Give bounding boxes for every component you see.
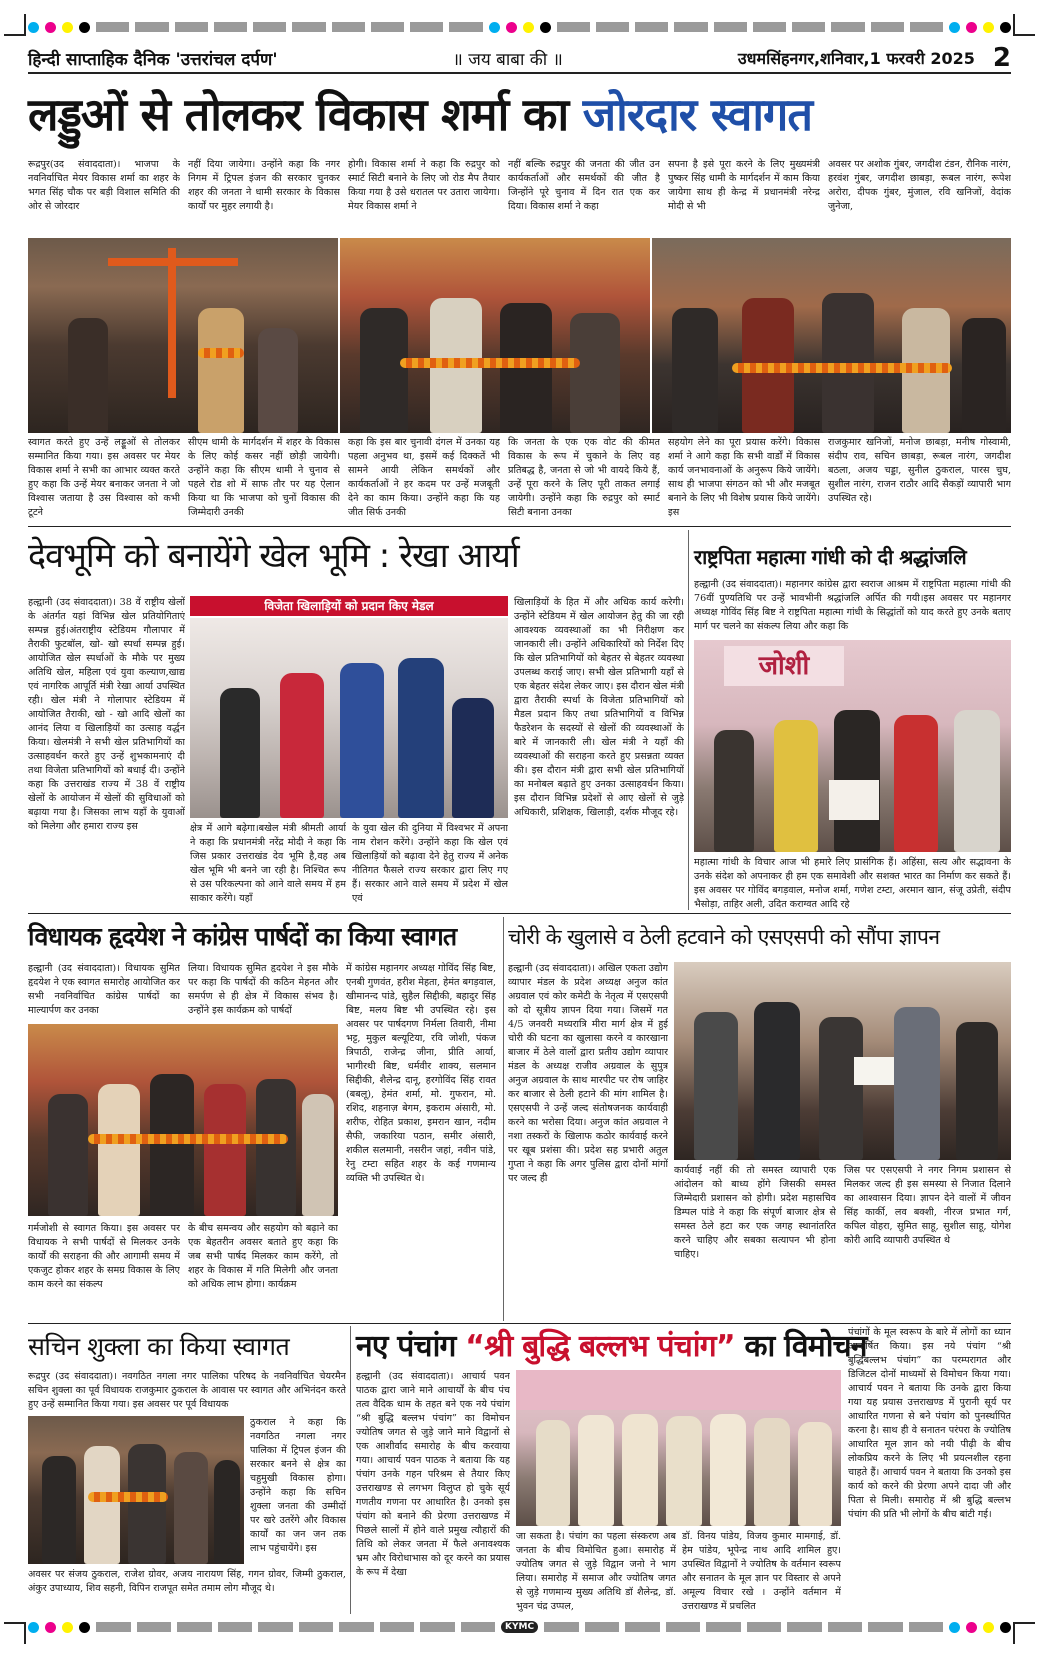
story7-headline-red: “श्री बुद्धि बल्लभ पंचांग”: [465, 1329, 735, 1364]
story5-headline: चोरी के खुलासे व ठेली हटवाने को एसएसपी को सौंपा ज्ञापन: [508, 925, 940, 949]
divider: [28, 526, 1011, 527]
story6-photo-welcome: [28, 1416, 244, 1564]
story7-col4: पंचांगों के मूल स्वरूप के बारे में लोगों का ध्यान आकर्षित किया। इस नये पंचांग “श्री बुद्धिबल्लभ पंचांग” का परम्परागत और डिजिटल दोनों माध्यमों से विमोचन किया गया। आचार्य पवन ने बताया कि उनके द्वारा किया गया यह प्रयास उत्तराखण्ड में पुरानी सूर्य पर आधारित गणना से बने पंचांग को पुनर्स्थापित करना है। साथ ही वे सनातन परंपरा के ज्योतिष आधारित मूल ज्ञान को नयी पीढ़ी के बीच लोकप्रिय करने के लिए भी प्रयत्नशील रहना चाहते हैं। आचार्य पवन ने बताया कि उनको इस कार्य को करने की प्रेरणा अपने दादा जी और पिता से मिली। समारोह में श्री बुद्धि बल्लभ पंचांग की प्रति भी लोगों के बीच बांटी गई।: [848, 1327, 1011, 1520]
story2-col2: क्षेत्र में आगे बढ़ेगा।बखेल मंत्री श्रीमती आर्या ने कहा कि प्रधानमंत्री नरेंद्र मोदी ने कहा कि जिस प्रकार उत्तराखंड देव भूमि है,वह अब खेल भूमि भी बनने जा रही है। निश्चित रूप से उस परिकल्पना को आने वाले समय में हम साकार करेंगे। यहाँ: [190, 823, 346, 904]
story7-col1: हल्द्वानी (उद संवाददाता)। आचार्य पवन पाठक द्वारा जाने माने आचार्यों के बीच पंच तत्व वैदिक धाम के तहत बने एक नये पंचांग “श्री बुद्धि बल्लभ पंचांग” का विमोचन ज्योतिष जगत से जुड़े जाने माने विद्वानों से एक आशीर्वाद समारोह के बीच करवाया गया। आचार्य पवन पाठक ने बताया कि यह पंचांग उनके गहन परिश्रम से तैयार किए उत्तराखण्ड से लगभग विलुप्त हो चुके सूर्य गणतीय गणना पर आधारित है। उनको इस पंचांग को बनाने की प्रेरणा उत्तराखण्ड में पिछले सालों में होने वाले प्रमुख त्यौहारों की तिथि को लेकर जनता में फैले अनावश्यक भ्रम और विरोधाभास को दूर करने का प्रयास के रूप में देखा: [356, 1371, 510, 1578]
story2-col4: खिलाड़ियों के हित में और अधिक कार्य करेगी। उन्होंने स्टेडियम में खेल आयोजन हेतु की जा रही आवश्यक व्यवस्थाओं का भी निरीक्षण कर जानकारी ली। उन्होंने अधिकारियों को निर्देश दिए कि खेल प्रतिभागियों को बेहतर से बेहतर व्यवस्था उपलब्ध कराई जाए। सभी खेल प्रतिभागी यहाँ से एक बेहतर संदेश लेकर जाए। इस दौरान खेल मंत्री द्वारा तैराकी स्पर्धा के विजेता प्रतिभागियों को मैडल प्रदान किए तथा प्रतिभागियों व विभिन्न फैडरेशन के सदस्यों से खेलों की व्यवस्थाओं के बारे में जानकारी ली। खेल मंत्री ने यहाँ की व्यवस्थाओं की सराहना करते हुए प्रसन्नता व्यक्त की। इस दौरान मंत्री द्वारा सभी खेल प्रतिभागियों का मनोबल बढ़ाते हुए उनका उत्साहवर्धन किया। इस दौरान विभिन्न प्रदेशों से आए खेलों से जुड़े अधिकारी, प्रशिक्षक, खिलाड़ी, दर्शक मौजूद रहे।: [514, 597, 684, 818]
story1-photo-laddu-weighing: [28, 238, 338, 433]
divider: [350, 1326, 351, 1614]
story2-col3: के युवा खेल की दुनिया में विश्वभर में अपना नाम रोशन करेंगे। उन्होंने कहा कि खेल एवं खिलाड़ियों को बढ़ावा देने हेतु राज्य में अनेक नीतिगत फैसले राज्य सरकार द्वारा लिए गए हैं। सरकार आने वाले समय में प्रदेश में खेल एवं: [352, 823, 508, 904]
story4-col2: लिया। विधायक सुमित हृदयेश ने इस मौके पर कहा कि पार्षदों की कठिन मेहनत और समर्पण से ही क्षेत्र में विकास संभव है। उन्होंने इस कार्यक्रम को पार्षदों: [188, 963, 338, 1016]
story1-col3: होगी। विकास शर्मा ने कहा कि रुद्रपुर को स्मार्ट सिटी बनाने के लिए जो रोड मैप तैयार किया गया है उसे धरातल पर उतारा जायेगा। मेयर विकास शर्मा ने: [348, 159, 500, 212]
story1-col6: अवसर पर अशोक गुंबर, जगदीश टंडन, रौनिक नारंग, हरवंश गुंबर, जगदीश छाबड़ा, रूबल नारंग, रूपेश अरोरा, दीपक गुंबर, मुंजाल, रवि खनिजों, वेदांक जुनेजा,: [828, 159, 1011, 212]
crop-mark: [4, 14, 26, 36]
story4-col2-continued: के बीच समन्वय और सहयोग को बढ़ाने का एक बेहतरीन अवसर बताते हुए कहा कि जब सभी पार्षद मिलकर काम करेंगे, तो शहर के विकास में गति मिलेगी और जनता को अधिक लाभ होगा। कार्यक्रम: [188, 1223, 338, 1290]
story5-col2: कार्यवाई नहीं की तो समस्त व्यापारी एक आंदोलन को बाध्य होंगे जिसकी समस्त जिम्मेदारी प्रशासन को होगी। प्रदेश महासचिव डिम्पल पांडे ने कहा कि संपूर्ण बाजार क्षेत्र से समस्त ठेले हटा कर एक जगह स्थानांतरित करने चाहिए और सबका सत्यापन भी होना चाहिए।: [674, 1165, 836, 1260]
story1-col3-continued: कहा कि इस बार चुनावी दंगल में उनका यह पहला अनुभव था, इसमें कई दिक्कतें भी सामने आयी लेकिन समर्थकों और कार्यकर्ताओं ने हर कदम पर उन्हें मजबूती देने का काम किया। उन्होंने कहा कि यह जीत सिर्फ उनकी: [348, 437, 500, 518]
divider: [28, 1323, 1011, 1324]
story1-headline-blue: जोरदार स्वागत: [582, 88, 813, 141]
story2-photo-caption: विजेता खिलाड़ियों को प्रदान किए मेडल: [190, 596, 508, 616]
story5-col1: हल्द्वानी (उद संवाददाता)। अखिल एकता उद्योग व्यापार मंडल के प्रदेश अध्यक्ष अनुज कांत अग्रवाल एवं कोर कमेटी के नेतृत्व में एसएसपी को दो सूत्रीय ज्ञापन दिया गया। जिसमें गत 4/5 जनवरी मध्यरात्रि मीरा मार्ग क्षेत्र में हुई चोरी की घटना का खुलासा करने व कारखाना बाजार में ठेले वालों द्वारा प्रतीय उद्योग व्यापार मंडल के अध्यक्ष राजीव अग्रवाल के सुपुत्र अनुज अग्रवाल के साथ मारपीट पर रोष जाहिर कर बाजार से ठेली हटाने की मांग शामिल है। एसएसपी ने उन्हें जल्द संतोषजनक कार्यवाही करने का भरोसा दिया। अनुज कांत अग्रवाल ने नशा तस्करों के खिलाफ कठोर कार्यवाई करने पर खूब प्रशंसा की। प्रदेश सह प्रभारी अतुल गुप्ता ने कहा कि अगर पुलिस द्वारा दोनों मांगों पर जल्द ही: [508, 963, 668, 1184]
masthead-slogan: ॥ जय बाबा की ॥: [452, 49, 563, 70]
color-mark: KYMC: [501, 1621, 538, 1633]
divider: [503, 917, 504, 1321]
story4-headline: विधायक हृदयेश ने कांग्रेस पार्षदों का किया स्वागत: [28, 922, 457, 951]
divider: [688, 530, 689, 910]
page-number: 2: [992, 43, 1011, 73]
story6-headline: सचिन शुक्ला का किया स्वागत: [28, 1332, 290, 1361]
story1-headline-black: लड्डुओं से तोलकर विकास शर्मा का: [28, 88, 569, 141]
story1-col2: नहीं दिया जायेगा। उन्होंने कहा कि नगर निगम में ट्रिपल इंजन की सरकार चुनकर शहर की जनता ने धामी सरकार के विकास कार्यों पर मुहर लगायी है।: [188, 159, 340, 212]
crop-mark: [1013, 14, 1035, 36]
story4-col1: हल्द्वानी (उद संवाददाता)। विधायक सुमित हृदयेश ने एक स्वागत समारोह आयोजित कर सभी नवनिर्वाचित कांग्रेस पार्षदों का माल्यार्पण कर उनका: [28, 963, 180, 1016]
magenta-dot: [45, 22, 56, 33]
story1-col5: सपना है इसे पूरा करने के लिए मुख्यमंत्री पुष्कर सिंह धामी के मार्गदर्शन में काम किया जायेगा साथ ही केन्द्र में प्रधानमंत्री नरेन्द्र मोदी से भी: [668, 159, 820, 212]
crop-mark: [4, 1622, 26, 1644]
story1-col2-continued: सीएम धामी के मार्गदर्शन में शहर के विकास के लिए कोई कसर नहीं छोड़ी जायेगी। उन्होंने कहा कि सीएम धामी ने चुनाव से पहले रोड शो में साफ तौर पर यह ऐलान किया था कि भाजपा को चुनों विकास की जिम्मेदारी उनकी: [188, 437, 340, 518]
story3-photo-tribute: [694, 640, 1011, 852]
story2-col1: हल्द्वानी (उद संवाददाता)। 38 वें राष्ट्रीय खेलों के अंतर्गत यहां विभिन्न खेल प्रतियोगिताएं सम्पन्न हुई।अंतराष्ट्रीय स्टेडियम गौलापार में तैराकी फुटबॉल, खो- खो स्पर्धा सम्पन्न हुई। आयोजित खेल स्पर्धाओं के मौके पर मुख्य अतिथि खेल, महिला एवं युवा कल्याण,खाद्य एवं नागरिक आपूर्ति मंत्री रेखा आर्या उपस्थित रही। खेल मंत्री ने गोलापार स्टेडियम में आयोजित तैराकी, खो - खो आदि खेलों का आनंद लिया व खिलाड़ियों का उत्साह वर्द्धन किया। खेलमंत्री ने सभी खेल प्रतिभागियों का उत्साहवर्धन करते हुए उन्हें शुभकामनाएं दी तथा विजेता प्रतिभागियों को बधाई दी। उन्होंने कहा कि उत्तराखंड राज्य में 38 वें राष्ट्रीय खेलों के आयोजन में खेलों की सुविधाओं को बढ़ाया गया है। जिसका लाभ यहाँ के युवाओं को मिलेगा और हमारा राज्य इस: [28, 597, 185, 832]
story1-col1-continued: स्वागत करते हुए उन्हें लड्डूओं से तोलकर सम्मानित किया गया। इस अवसर पर मेयर विकास शर्मा ने सभी का आभार व्यक्त करते हुए कहा कि उन्हें मेयर बनाकर जनता ने जो विश्वास जताया है उस विश्वास को कभी टूटने: [28, 437, 180, 518]
story7-headline-part1: नए पंचांग: [356, 1329, 456, 1364]
masthead: [28, 44, 1011, 74]
story1-photo-crowd: [652, 238, 1011, 433]
story3-headline: राष्ट्रपिता महात्मा गांधी को दी श्रद्धांजलि: [694, 545, 967, 569]
crop-mark: [1013, 1622, 1035, 1644]
story7-col2: जा सकता है। पंचांग का पहला संस्करण अब जनता के बीच विमोचित हुआ। समारोह में ज्योतिष जगत से जुड़े विद्वान जनो ने भाग लिया। समारोह में समाज और ज्योतिष जगत से जुड़े गणमान्य मुख्य अतिथि डॉ शैलेन्द्र, डॉ. भुवन चंद्र उप्पल,: [516, 1531, 676, 1612]
black-dot: [79, 22, 90, 33]
story7-photo-panchang-launch: [516, 1370, 841, 1526]
story1-headline: [28, 82, 812, 148]
cyan-dot: [28, 22, 39, 33]
story5-col3: जिस पर एसएसपी ने नगर निगम प्रशासन से मिलकर जल्द ही इस समस्या से निजात दिलाने का आश्वासन दिया। ज्ञापन देने वालों में जीवन सिंह कार्की, लव बक्शी, नीरज प्रभात गर्ग, कपिल वोहरा, सुमित साहू, सुशील साहू, योगेश कोरी आदि व्यापारी उपस्थित थे: [844, 1165, 1011, 1246]
story1-photo-garlanding: [340, 238, 650, 433]
story4-col1-continued: गर्मजोशी से स्वागत किया। इस अवसर पर विधायक ने सभी पार्षदों से मिलकर उनके कार्यों की सराहना की और आगामी समय में एकजुट होकर शहर के समग्र विकास के लिए काम करने का संकल्प: [28, 1223, 180, 1290]
story3-body: महात्मा गांधी के विचार आज भी हमारे लिए प्रासंगिक हैं। अहिंसा, सत्य और सद्भावना के उनके संदेश को अपनाकर ही हम एक समावेशी और सशक्त भारत का निर्माण कर सकते हैं। इस अवसर पर गोविंद बगड़वाल, मनोज शर्मा, गणेश टम्टा, अरमान खान, संजू उप्रेती, संदीप भैसोड़ा, ताहिर अली, उदित कराग्वत आदि रहे: [694, 857, 1011, 910]
story1-col1: रूद्रपुर(उद संवाददाता)। भाजपा के नवनिर्वाचित मेयर विकास शर्मा का शहर के भगत सिंह चौक पर बड़ी विशाल समिति की ओर से जोरदार: [28, 159, 180, 212]
story6-intro: रूद्रपुर (उद संवाददाता)। नवगठित नगला नगर पालिका परिषद के नवनिर्वाचित चेयरमैन सचिन शुक्ला का पूर्व विधायक राजकुमार ठुकराल के आवास पर स्वागत और अभिनंदन करते हुए उन्हें सम्मानित किया गया। इस अवसर पर पूर्व विधायक: [28, 1371, 346, 1410]
story1-col4: नहीं बल्कि रुद्रपुर की जनता की जीत उन कार्यकर्ताओं और समर्थकों की जीत है जिन्होंने पूरे चुनाव में दिन रात एक कर दिया। विकास शर्मा ने कहा: [508, 159, 660, 212]
story3-intro: हल्द्वानी (उद संवाददाता)। महानगर कांग्रेस द्वारा स्वराज आश्रम में राष्ट्रपिता महात्मा गांधी की 76वीं पुण्यतिथि पर उन्हें भावभीनी श्रद्धांजलि अर्पित की गयी।इस अवसर पर महानगर अध्यक्ष गोविंद सिंह बिष्ट ने राष्ट्रपिता महात्मा गांधी के सिद्धांतों को याद करते हुए उनके बताए मार्ग पर चलने का संकल्प लिया और कहा कि: [694, 579, 1011, 632]
story4-photo-councillors: [28, 1024, 338, 1216]
divider: [28, 913, 1011, 914]
story1-col5-continued: सहयोग लेने का पूरा प्रयास करेंगे। विकास शर्मा ने आगे कहा कि सभी वार्डों में विकास कार्य जनभावनाओं के अनुरूप किये जायेंगे। साथ ही भाजपा संगठन को भी और मजबूत बनाने के लिए भी विशेष प्रयास किये जायेंगे। इस: [668, 437, 820, 518]
story1-col4-continued: कि जनता के एक एक वोट की कीमत विकास के रूप में चुकाने के लिए वह प्रतिबद्ध है, जनता से जो भी वायदे किये हैं, उन्हें पूरा करने के लिए पूरी ताकत लगाई जायेगी। उन्होंने कहा कि रुद्रपुर को स्मार्ट सिटी बनाना उनका: [508, 437, 660, 518]
story4-col3: में कांग्रेस महानगर अध्यक्ष गोविंद सिंह बिष्ट, एनबी गुणवंत, हरीश मेहता, हेमंत बगड़वाल, खीमानन्द पांडे, सुहैल सिद्दीकी, बहादुर सिंह बिष्ट, मलय बिष्ट भी उपस्थित रहे। इस अवसर पर पार्षदगण निर्मला तिवारी, नीमा भट्ट, मुकुल बल्यूटिया, रवि जोशी, पंकज त्रिपाठी, राजेन्द्र जीना, प्रीति आर्या, भागीरथी बिष्ट, धर्मवीर शाक्य, सलमान सिद्दीकी, शैलेन्द्र दानू, हरगोविंद सिंह रावत (बबलू), हेमंत शर्मा, मो. गुफरान, मो. रशिद, शहनाज़ बेगम, इकराम अंसारी, मो. शरीफ, रोहित प्रकाश, इमरान खान, नदीम सैफी, जकारिया पठान, समीर अंसारी, शकील सलमानी, नसरीन जहां, नवीन पांडे, रेनु टम्टा सहित शहर के कई गणमान्य व्यक्ति भी उपस्थित थे।: [346, 963, 496, 1184]
story3-banner-text: जोशी: [724, 646, 844, 686]
story2-headline: देवभूमि को बनायेंगे खेल भूमि : रेखा आर्या: [28, 536, 519, 576]
story7-headline-part3: का विमोचन: [744, 1329, 867, 1364]
dateline: उधमसिंहनगर,शनिवार,1 फरवरी 2025: [737, 49, 975, 68]
story7-col3: डॉ. विनय पांडेय, विजय कुमार मामगाई, डॉ. हेम पांडेय, भूपेन्द्र नाथ आदि शामिल हुए।उपस्थित विद्वानों ने ज्योतिष के वर्तमान स्वरूप और सनातन के मूल ज्ञान पर विस्तार से अपने अमूल्य विचार रखे । उन्होंने वर्तमान में उत्तराखण्ड में प्रचलित: [682, 1531, 841, 1612]
story7-headline: [356, 1326, 867, 1368]
story2-photo-medal-ceremony: [190, 618, 508, 818]
story6-bottom: अवसर पर संजय ठुकराल, राजेश ग्रोवर, अजय नारायण सिंह, गगन ग्रोवर, जिम्मी ठुकराल, अंकुर उपाध्याय, शिव सहनी, विपिन राजपूत समेत तमाम लोग मौजूद थे।: [28, 1569, 346, 1594]
story6-side: ठुकराल ने कहा कि नवगठित नगला नगर पालिका में ट्रिपल इंजन की सरकार बनने से क्षेत्र का चहुमुखी विकास होगा। उन्होंने कहा कि सचिन शुक्ला जनता की उम्मीदों पर खरे उतरेंगे और विकास कार्यों का जन जन तक लाभ पहुंचायेंगे। इस: [250, 1417, 346, 1554]
top-registration-bar: [28, 20, 1011, 34]
publication-name: हिन्दी साप्ताहिक दैनिक 'उत्तरांचल दर्पण': [28, 49, 278, 70]
yellow-dot: [62, 22, 73, 33]
bottom-registration-bar: [28, 1620, 1011, 1634]
story1-col6-continued: राजकुमार खनिजों, मनोज छाबड़ा, मनीष गोस्वामी, संदीप राव, सचिन छाबड़ा, रूबल नारंग, जगदीश बठला, अजय चड्डा, सुनील ठुकराल, पारस चुघ, सुशील नारंग, राजन राठौर आदि सैकड़ों व्यापारी भाग उपस्थित रहे।: [828, 437, 1011, 504]
story5-photo-memorandum: [674, 962, 1011, 1160]
